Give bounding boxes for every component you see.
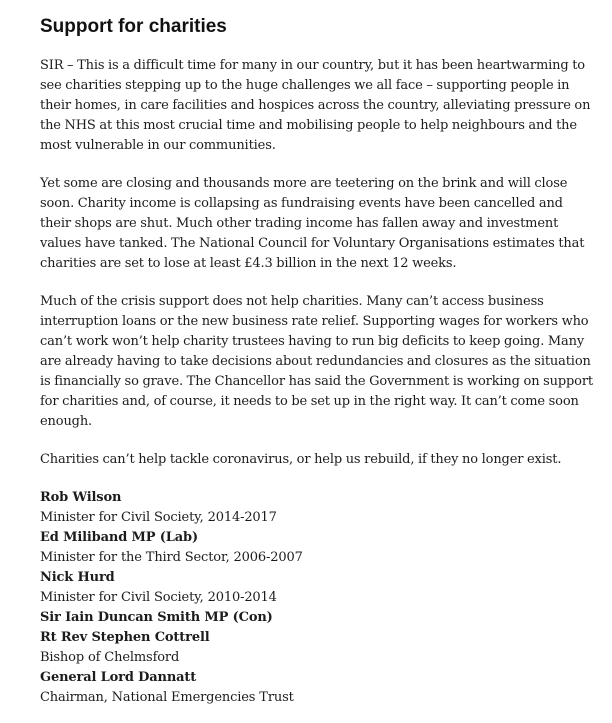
signatory — [40, 568, 595, 608]
signatory-name: Rt Rev Stephen Cottrell — [40, 630, 210, 645]
body-paragraph: Charities can’t help tackle coronavirus, or help us rebuild, if they no longer exist. — [40, 452, 562, 467]
signatory-role: Chairman, National Emergencies Trust — [40, 690, 294, 705]
signatory-role: Minister for the Third Sector, 2006-2007 — [40, 550, 303, 565]
letter-article — [40, 14, 595, 708]
signatory — [40, 608, 595, 628]
body-paragraph: Yet some are closing and thousands more are teetering on the brink and will close soon. Charity income is collapsing as fundraising events have been cancelled and their shops are shut. Much other trading income has fallen away and investment values have tanked. The National Council for Voluntary Organisations estimates that charities are set to lose at least £4.3 billion in the next 12 weeks. — [40, 176, 585, 271]
signatory — [40, 668, 595, 708]
signatory-name: General Lord Dannatt — [40, 670, 197, 685]
signatory-role: Bishop of Chelmsford — [40, 650, 180, 665]
article-headline: Support for charities — [40, 16, 227, 37]
signatory-name: Sir Iain Duncan Smith MP (Con) — [40, 610, 273, 625]
signatory-name: Rob Wilson — [40, 490, 122, 505]
signatory-name: Nick Hurd — [40, 570, 115, 585]
signatory-list — [40, 488, 595, 708]
signatory — [40, 628, 595, 668]
signatory — [40, 528, 595, 568]
signatory-role: Minister for Civil Society, 2010-2014 — [40, 590, 277, 605]
signatory-role: Minister for Civil Society, 2014-2017 — [40, 510, 277, 525]
body-paragraph: SIR – This is a difficult time for many in our country, but it has been heartwarming to see charities stepping up to the huge challenges we all face – supporting people in their homes, in care facilities and hospices across the country, alleviating pressure on the NHS at this most crucial time and mobilising people to help neighbours and the most vulnerable in our communities. — [40, 58, 591, 153]
body-paragraph: Much of the crisis support does not help charities. Many can’t access business interruption loans or the new business rate relief. Supporting wages for workers who can’t work won’t help charity trustees having to run big deficits to keep going. Many are already having to take decisions about redundancies and closures as the situation is financially so grave. The Chancellor has said the Government is working on support for charities and, of course, it needs to be set up in the right way. It can’t come soon enough. — [40, 294, 593, 429]
signatory-name: Ed Miliband MP (Lab) — [40, 530, 198, 545]
signatory — [40, 488, 595, 528]
